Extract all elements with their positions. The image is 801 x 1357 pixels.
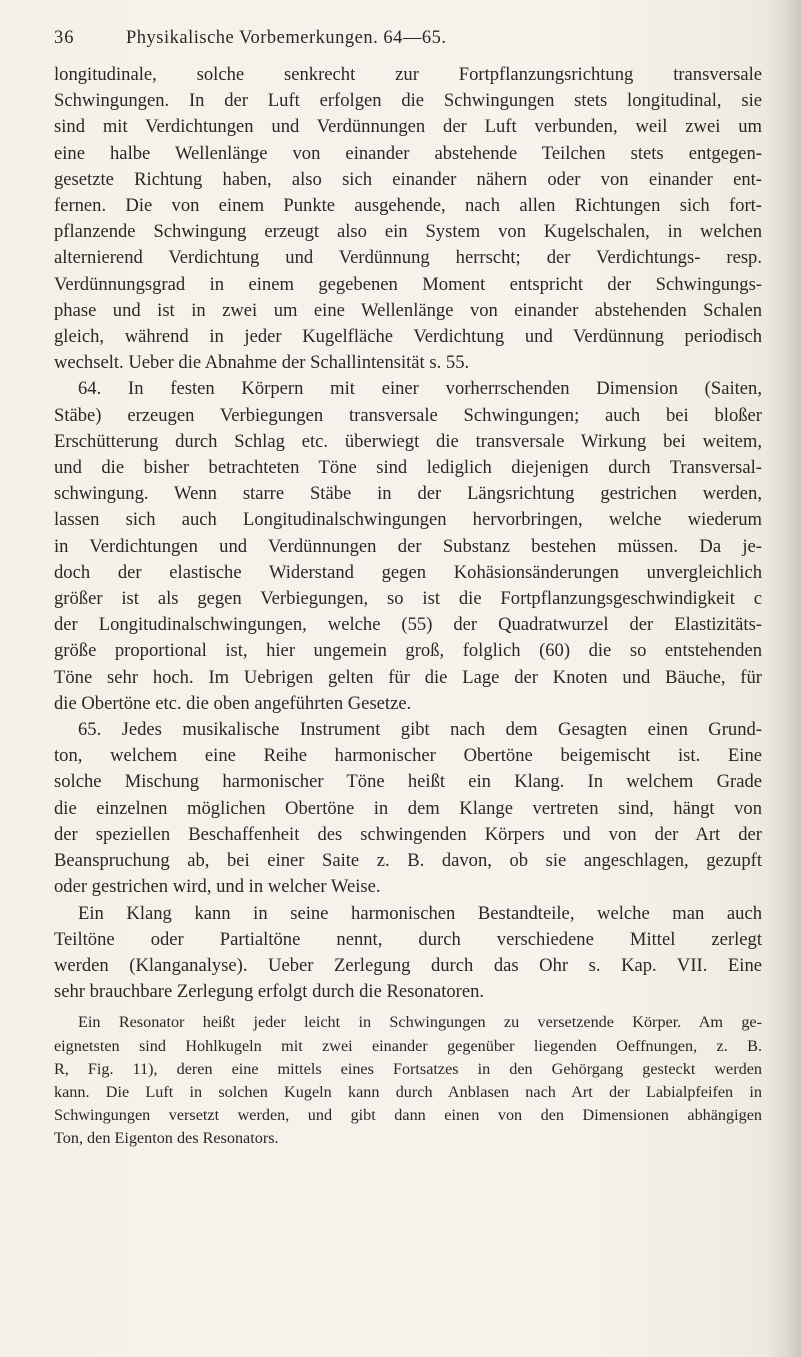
paragraph-longitudinal-transversal xyxy=(54,62,762,376)
text-line: die Obertöne etc. die oben angeführten Gesetze. xyxy=(54,692,412,714)
running-head: Physikalische Vorbemerkungen. 64—65. xyxy=(126,28,447,48)
text-line: größer ist als gegen Verbiegungen, so ist die Fortpflanzungsgeschwindigkeit c xyxy=(54,588,762,610)
text-line: eignetsten sind Hohlkugeln mit zwei einander gegenüber liegenden Oeffnungen, z. B. xyxy=(54,1036,762,1055)
text-line: longitudinale, solche senkrecht zur Fortpflanzungsrichtung transversale xyxy=(54,64,762,85)
text-line: Ton, den Eigenton des Resonators. xyxy=(54,1129,279,1148)
paragraph-64-solid-bodies xyxy=(54,376,762,717)
text-line: schwingung. Wenn starre Stäbe in der Längsrichtung gestrichen werden, xyxy=(54,483,762,505)
text-line: die einzelnen möglichen Obertöne in dem Klange vertreten sind, hängt von xyxy=(54,797,762,819)
text-line: alternierend Verdichtung und Verdünnung herrscht; der Verdichtungs- resp. xyxy=(54,247,762,269)
text-line: R, Fig. 11), deren eine mittels eines Fortsatzes in den Gehörgang gesteckt werden xyxy=(54,1059,762,1078)
text-line: Schwingungen. In der Luft erfolgen die Schwingungen stets longitudinal, sie xyxy=(54,90,762,112)
text-line: gleich, während in jeder Kugelfläche Verdichtung und Verdünnung periodisch xyxy=(54,326,762,348)
text-line: Ein Klang kann in seine harmonischen Bestandteile, welche man auch xyxy=(78,902,762,924)
page-header xyxy=(54,28,754,56)
paragraph-65-klang xyxy=(54,717,762,900)
text-line: phase und ist in zwei um eine Wellenlänge von einander abstehenden Schalen xyxy=(54,299,762,321)
text-line: pflanzende Schwingung erzeugt also ein System von Kugelschalen, in welchen xyxy=(54,221,762,243)
text-line: Teiltöne oder Partialtöne nennt, durch verschiedene Mittel zerlegt xyxy=(54,928,762,950)
text-line: oder gestrichen wird, und in welcher Weise. xyxy=(54,876,381,898)
text-line: kann. Die Luft in solchen Kugeln kann durch Anblasen nach Art der Labialpfeifen in xyxy=(54,1082,762,1101)
text-line: Verdünnungsgrad in einem gegebenen Moment entspricht der Schwingungs- xyxy=(54,273,762,295)
text-line: lassen sich auch Longitudinalschwingungen hervorbringen, welche wiederum xyxy=(54,509,762,531)
text-line: Stäbe) erzeugen Verbiegungen transversale Schwingungen; auch bei bloßer xyxy=(54,404,762,426)
text-line: solche Mischung harmonischer Töne heißt ein Klang. In welchem Grade xyxy=(54,771,762,793)
text-line: größe proportional ist, hier ungemein groß, folglich (60) die so entstehenden xyxy=(54,640,762,662)
text-line: werden (Klanganalyse). Ueber Zerlegung durch das Ohr s. Kap. VII. Eine xyxy=(54,954,762,976)
page-body xyxy=(54,62,762,1151)
text-line: sind mit Verdichtungen und Verdünnungen der Luft verbunden, weil zwei um xyxy=(54,116,762,138)
text-line: der Longitudinalschwingungen, welche (55) der Quadratwurzel der Elastizitäts- xyxy=(54,614,762,636)
page-edge-shadow xyxy=(767,0,801,1357)
text-line: 64. In festen Körpern mit einer vorherrschenden Dimension (Saiten, xyxy=(78,378,762,400)
text-line: der speziellen Beschaffenheit des schwingenden Körpers und von der Art der xyxy=(54,823,762,845)
text-line: und die bisher betrachteten Töne sind lediglich diejenigen durch Transversal- xyxy=(54,457,762,479)
text-line: ton, welchem eine Reihe harmonischer Obertöne beigemischt ist. Eine xyxy=(54,745,762,767)
text-line: fernen. Die von einem Punkte ausgehende, nach allen Richtungen sich fort- xyxy=(54,195,762,217)
text-line: in Verdichtungen und Verdünnungen der Substanz bestehen müssen. Da je- xyxy=(54,535,762,557)
paragraph-klanganalyse xyxy=(54,901,762,1006)
page-number: 36 xyxy=(54,28,75,48)
text-line: doch der elastische Widerstand gegen Kohäsionsänderungen unvergleichlich xyxy=(54,561,762,583)
paragraph-resonator-note xyxy=(54,1011,762,1150)
text-line: eine halbe Wellenlänge von einander abstehende Teilchen stets entgegen- xyxy=(54,142,762,164)
text-line: sehr brauchbare Zerlegung erfolgt durch die Resonatoren. xyxy=(54,981,485,1003)
text-line: Beanspruchung ab, bei einer Saite z. B. davon, ob sie angeschlagen, gezupft xyxy=(54,850,762,872)
text-line: 65. Jedes musikalische Instrument gibt nach dem Gesagten einen Grund- xyxy=(78,719,762,741)
text-line: Erschütterung durch Schlag etc. überwiegt die transversale Wirkung bei weitem, xyxy=(54,430,762,452)
text-line: Töne sehr hoch. Im Uebrigen gelten für die Lage der Knoten und Bäuche, für xyxy=(54,666,762,688)
text-line: Schwingungen versetzt werden, und gibt dann einen von den Dimensionen abhängigen xyxy=(54,1106,762,1125)
text-line: gesetzte Richtung haben, also sich einander nähern oder von einander ent- xyxy=(54,168,762,190)
text-line: wechselt. Ueber die Abnahme der Schallintensität s. 55. xyxy=(54,352,470,374)
text-line: Ein Resonator heißt jeder leicht in Schwingungen zu versetzende Körper. Am ge- xyxy=(78,1013,762,1032)
